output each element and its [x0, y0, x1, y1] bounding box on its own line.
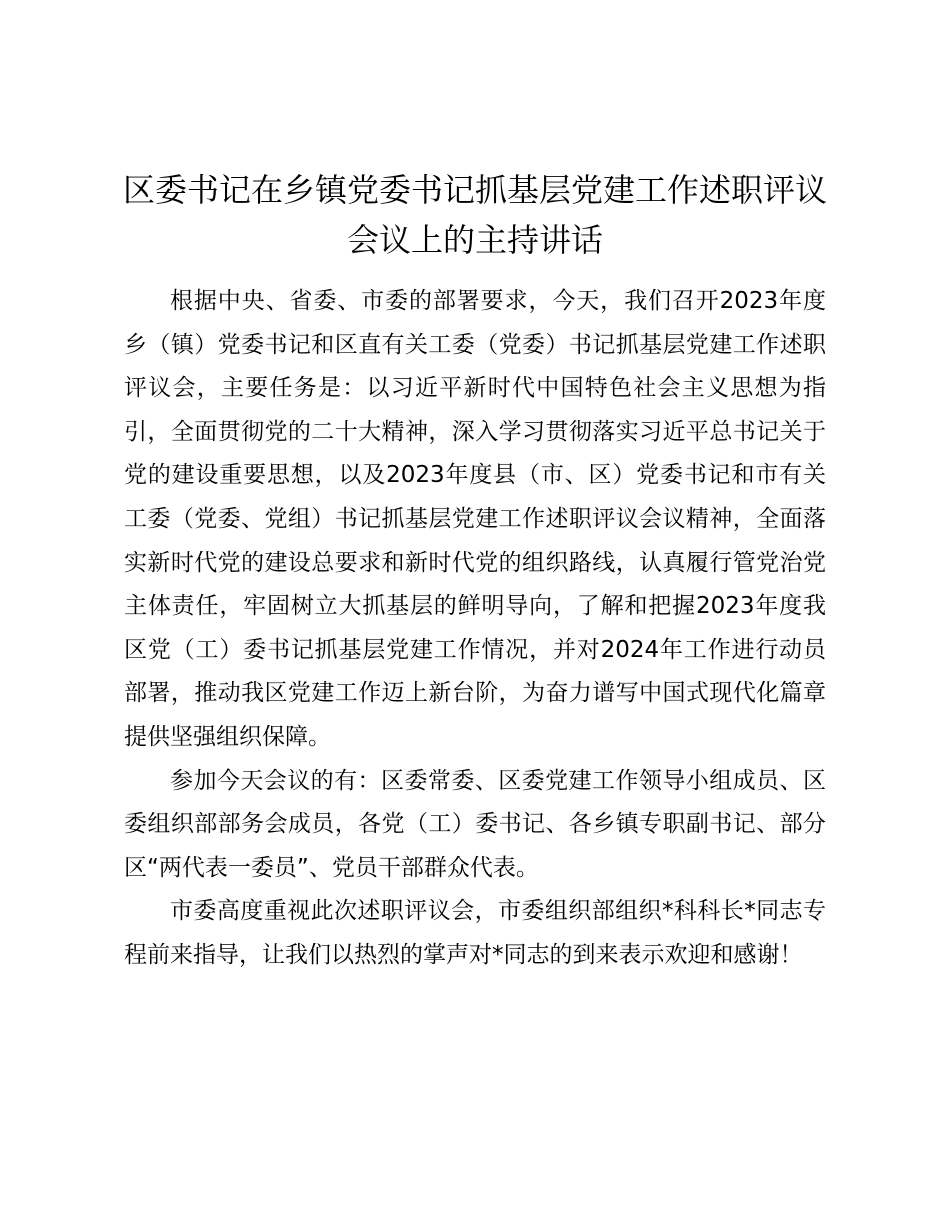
- document-title: 区委书记在乡镇党委书记抓基层党建工作述职评议会议上的主持讲话: [122, 171, 827, 259]
- paragraph-attendees: 参加今天会议的有：区委常委、区委党建工作领导小组成员、区委组织部部务会成员，各党（工）委书记、各乡镇专职副书记、部分区“两代表一委员”、党员干部群众代表。: [124, 767, 826, 881]
- paragraph-welcome: 市委高度重视此次述职评议会，市委组织部组织*科科长*同志专程前来指导，让我们以热烈的掌声对*同志的到来表示欢迎和感谢！: [124, 898, 826, 968]
- document-body: [124, 280, 826, 978]
- paragraph-opening: 根据中央、省委、市委的部署要求，今天，我们召开2023年度乡（镇）党委书记和区直有关工委（党委）书记抓基层党建工作述职评议会，主要任务是：以习近平新时代中国特色社会主义思想为指引，全面贯彻党的二十大精神，深入学习贯彻落实习近平总书记关于党的建设重要思想，以及2023年度县（市、区）党委书记和市有关工委（党委、党组）书记抓基层党建工作述职评议会议精神，全面落实新时代党的建设总要求和新时代党的组织路线，认真履行管党治党主体责任，牢固树立大抓基层的鲜明导向，了解和把握2023年度我区党（工）委书记抓基层党建工作情况，并对2024年工作进行动员部署，推动我区党建工作迈上新台阶，为奋力谱写中国式现代化篇章提供坚强组织保障。: [124, 288, 826, 750]
